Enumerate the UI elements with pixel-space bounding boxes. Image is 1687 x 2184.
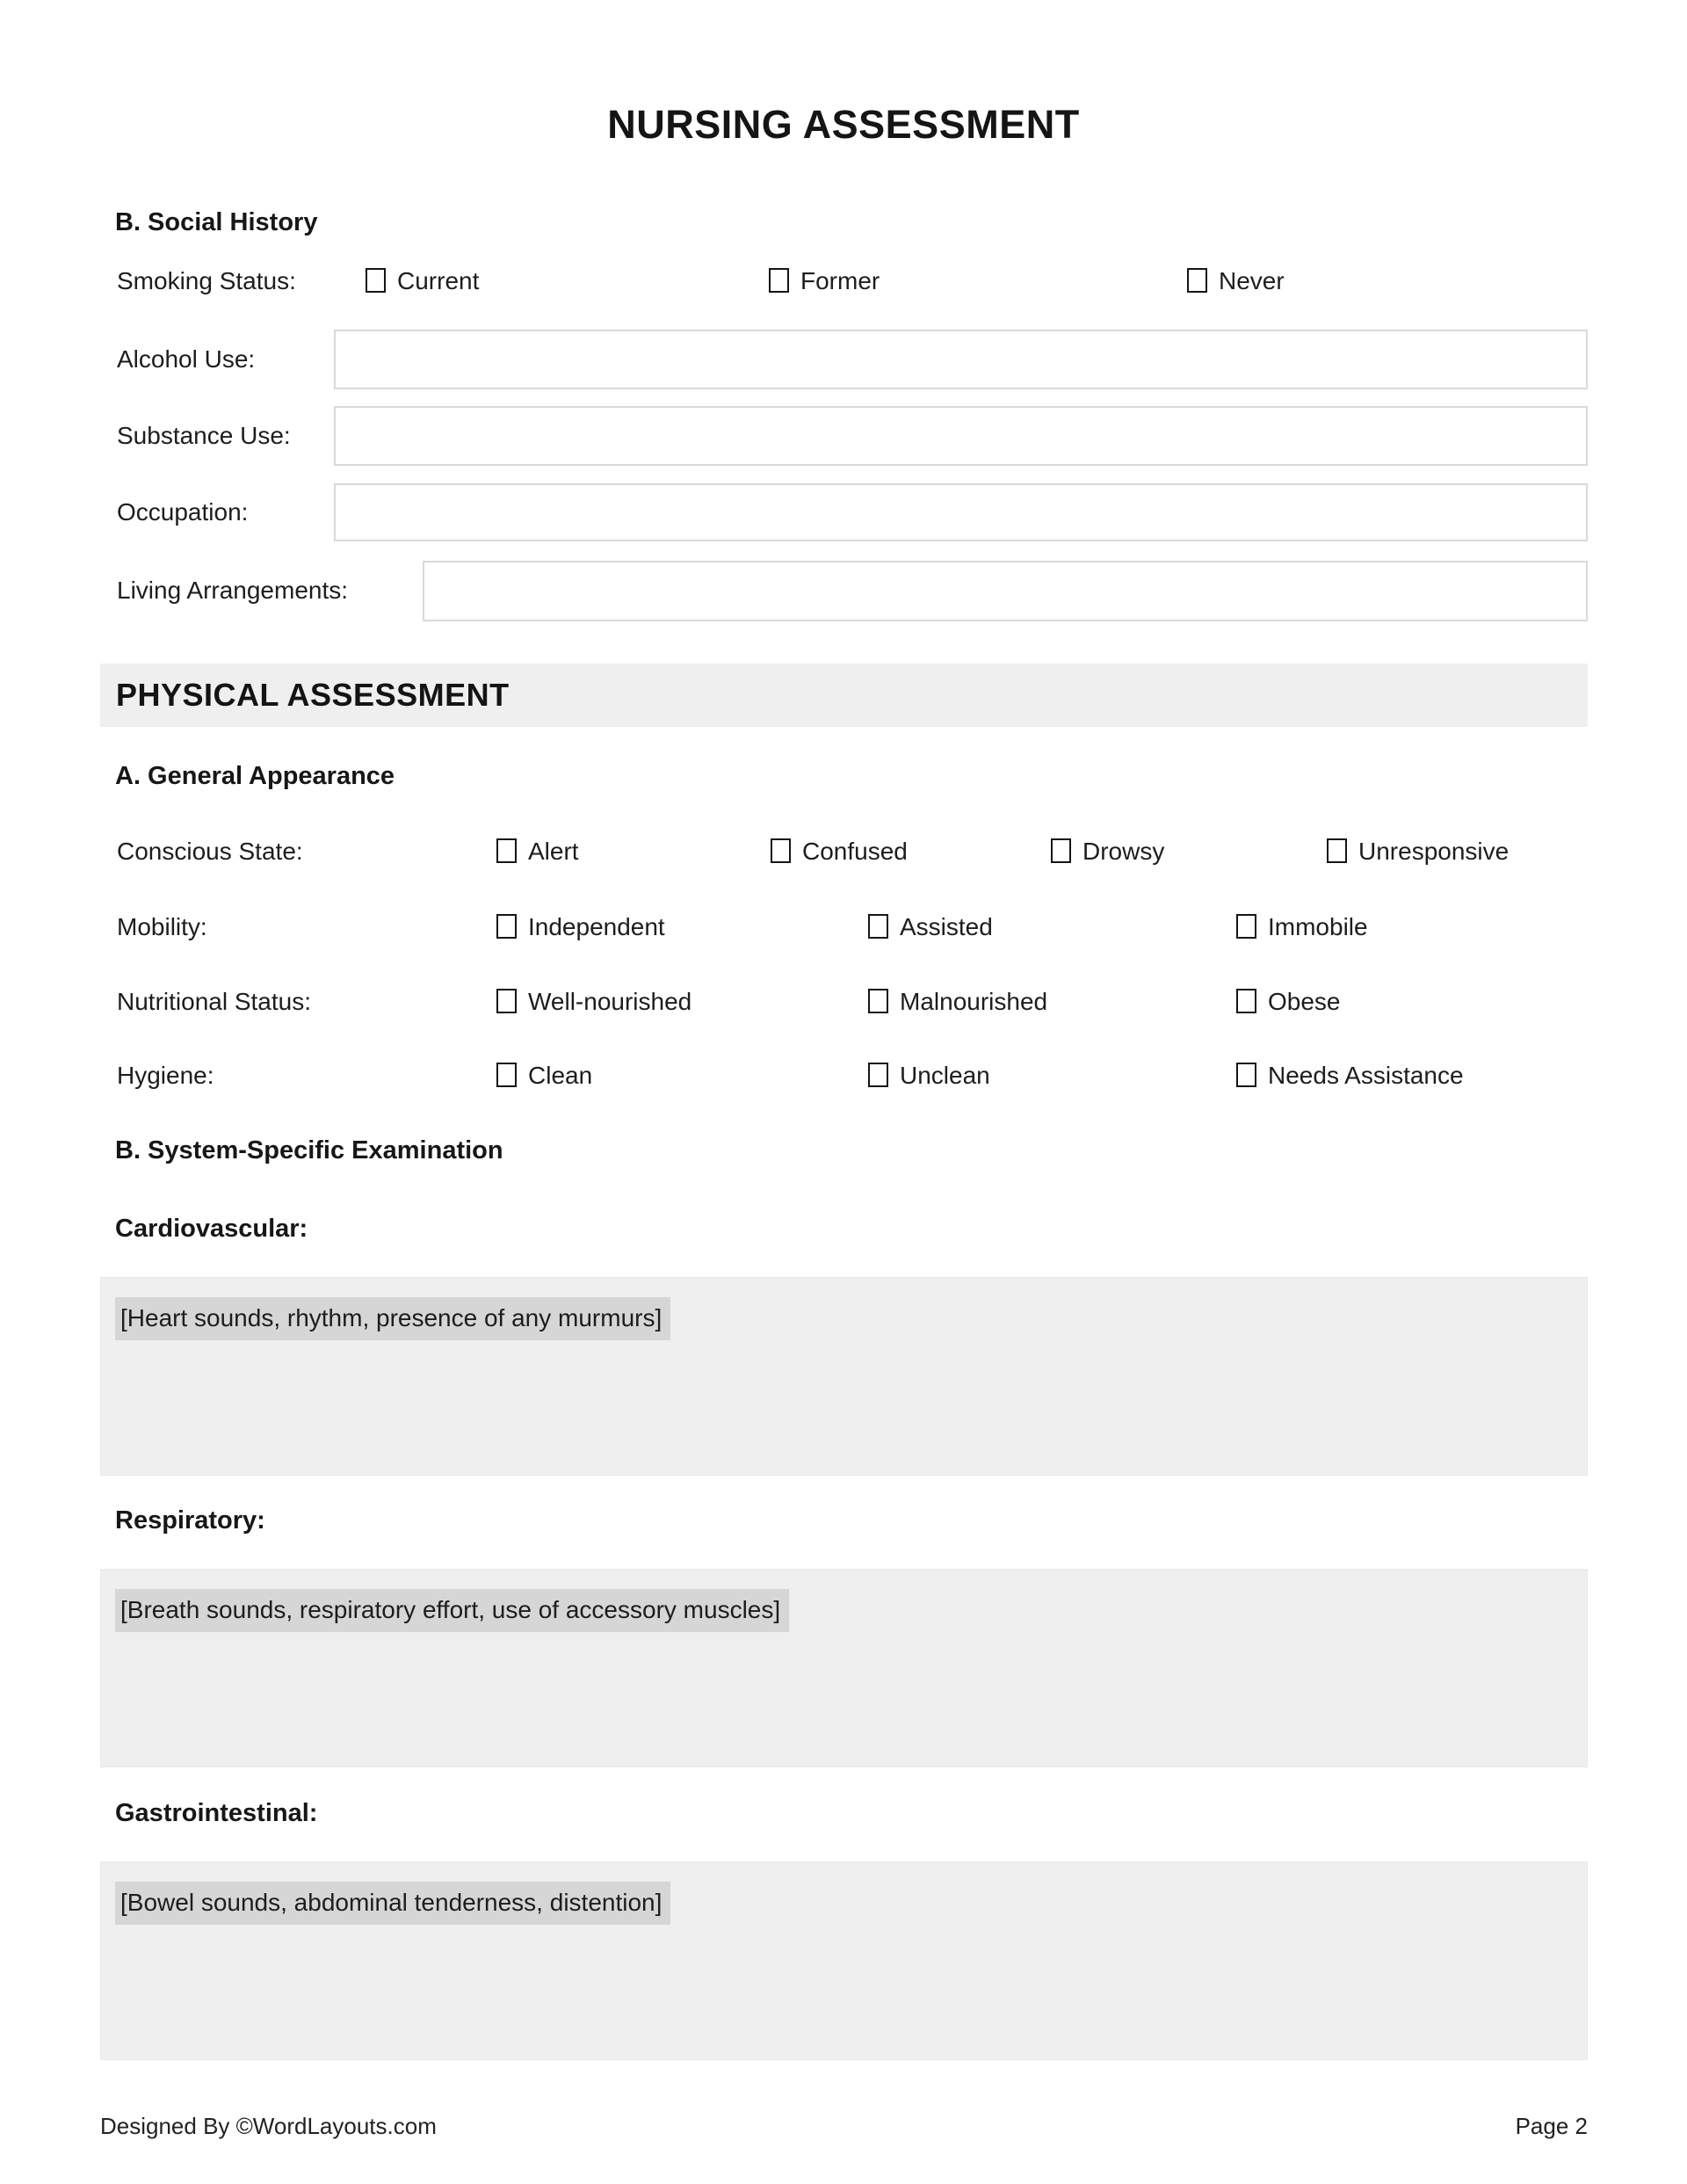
respiratory-label: Respiratory: [115,1506,265,1535]
checkbox-icon[interactable] [1236,989,1256,1013]
conscious-state-label: Conscious State: [117,838,303,865]
footer-page-number: Page 2 [1515,2113,1588,2139]
checkbox-label: Confused [802,838,908,865]
checkbox-icon[interactable] [496,989,517,1013]
checkbox-icon[interactable] [769,268,789,293]
smoking-status-label: Smoking Status: [117,267,296,294]
mobility-option-independent[interactable] [496,912,665,942]
conscious-option-alert[interactable] [496,837,579,867]
checkbox-label: Assisted [900,913,993,940]
checkbox-icon[interactable] [496,914,517,939]
general-appearance-heading: A. General Appearance [115,762,395,790]
physical-assessment-section-band [100,664,1588,727]
checkbox-label: Malnourished [900,988,1048,1015]
checkbox-icon[interactable] [868,914,888,939]
checkbox-label: Current [397,267,480,294]
checkbox-icon[interactable] [1187,268,1207,293]
cardiovascular-label: Cardiovascular: [115,1215,308,1243]
conscious-option-drowsy[interactable] [1051,837,1164,867]
checkbox-label: Independent [528,913,665,940]
smoking-option-former[interactable] [769,266,880,296]
substance-use-input[interactable] [334,406,1588,466]
gastrointestinal-label: Gastrointestinal: [115,1799,318,1827]
hygiene-option-unclean[interactable] [868,1061,990,1091]
checkbox-label: Obese [1268,988,1341,1015]
occupation-input[interactable] [334,483,1588,541]
nutrition-option-well-nourished[interactable] [496,987,691,1017]
alcohol-use-label: Alcohol Use: [117,345,256,373]
checkbox-label: Alert [528,838,579,865]
living-arrangements-input[interactable] [423,561,1588,621]
checkbox-label: Clean [528,1062,593,1089]
nutrition-option-malnourished[interactable] [868,987,1047,1017]
gastrointestinal-placeholder: [Bowel sounds, abdominal tenderness, distention] [115,1882,670,1925]
cardiovascular-notes-area[interactable] [100,1277,1588,1476]
smoking-option-never[interactable] [1187,266,1285,296]
gastrointestinal-notes-area[interactable] [100,1861,1588,2060]
living-arrangements-label: Living Arrangements: [117,577,349,604]
checkbox-icon[interactable] [496,1063,517,1087]
checkbox-label: Drowsy [1082,838,1165,865]
checkbox-label: Former [800,267,880,294]
page-title: NURSING ASSESSMENT [607,102,1080,147]
smoking-option-current[interactable] [366,266,479,296]
checkbox-label: Well-nourished [528,988,692,1015]
conscious-option-unresponsive[interactable] [1327,837,1509,867]
occupation-label: Occupation: [117,498,249,526]
social-history-heading: B. Social History [115,208,318,236]
checkbox-icon[interactable] [1236,1063,1256,1087]
checkbox-label: Needs Assistance [1268,1062,1464,1089]
cardiovascular-placeholder: [Heart sounds, rhythm, presence of any murmurs] [115,1297,670,1340]
checkbox-icon[interactable] [868,1063,888,1087]
nutrition-option-obese[interactable] [1236,987,1341,1017]
conscious-option-confused[interactable] [771,837,908,867]
respiratory-placeholder: [Breath sounds, respiratory effort, use of accessory muscles] [115,1589,789,1632]
checkbox-label: Never [1219,267,1285,294]
respiratory-notes-area[interactable] [100,1569,1588,1767]
mobility-label: Mobility: [117,913,207,940]
checkbox-icon[interactable] [868,989,888,1013]
checkbox-icon[interactable] [1051,838,1071,863]
alcohol-use-input[interactable] [334,330,1588,389]
physical-assessment-heading: PHYSICAL ASSESSMENT [116,677,510,713]
checkbox-icon[interactable] [496,838,517,863]
checkbox-icon[interactable] [1327,838,1347,863]
checkbox-icon[interactable] [366,268,386,293]
checkbox-label: Immobile [1268,913,1368,940]
nutritional-status-label: Nutritional Status: [117,988,311,1015]
footer-credit: Designed By ©WordLayouts.com [100,2113,437,2139]
mobility-option-assisted[interactable] [868,912,993,942]
system-exam-heading: B. System-Specific Examination [115,1136,503,1165]
hygiene-option-needs-assistance[interactable] [1236,1061,1464,1091]
hygiene-label: Hygiene: [117,1062,214,1089]
checkbox-icon[interactable] [771,838,791,863]
checkbox-icon[interactable] [1236,914,1256,939]
hygiene-option-clean[interactable] [496,1061,592,1091]
checkbox-label: Unresponsive [1358,838,1510,865]
substance-use-label: Substance Use: [117,422,291,449]
checkbox-label: Unclean [900,1062,990,1089]
mobility-option-immobile[interactable] [1236,912,1368,942]
